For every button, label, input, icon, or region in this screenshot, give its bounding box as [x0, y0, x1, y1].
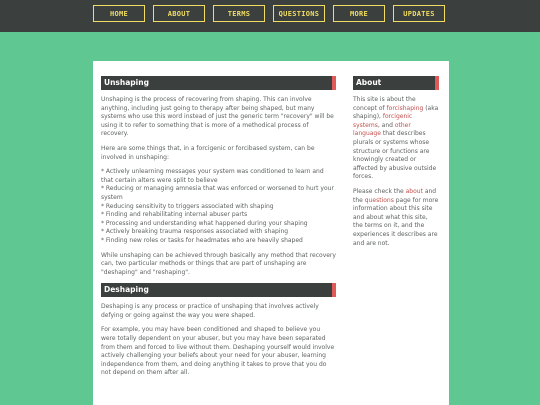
nav-terms-button[interactable]: TERMS [213, 5, 265, 22]
text: and the [353, 187, 437, 204]
text: page for more information about this site and about what this site, the terms on it, and the experiences it describes are and are not. [353, 196, 439, 247]
questions-link[interactable]: questions [364, 196, 394, 204]
top-navigation-bar [0, 0, 540, 32]
unshaping-list [101, 168, 336, 245]
paragraph: Here are some things that, in a forcigenic or forcibased system, can be involved in unshaping: [101, 144, 315, 161]
sidebar-paragraph [353, 96, 439, 182]
paragraph: Unshaping is the process of recovering from shaping. This can involve anything, including just going to therapy after being shaped, but many systems who use this word instead of just the generic term "recovery" will be using it to refer to something that is more of a methodical process of recovery. [101, 96, 334, 138]
list-item: * Reducing or managing amnesia that was enforced or worsened to hurt your system [101, 185, 334, 201]
section-heading-unshaping: Unshaping [101, 76, 336, 90]
forcishaping-link[interactable]: forcishaping [386, 104, 424, 112]
main-article [101, 76, 336, 384]
list-item: * Actively unlearning messages your system was conditioned to learn and that certain alters were split to believe [101, 168, 324, 184]
paragraph: While unshaping can be achieved through basically any method that recovery can, two particular methods or things that are part of unshaping are "deshaping" and "reshaping". [101, 251, 336, 276]
text: (aka shaping), [353, 104, 439, 121]
list-item: * Reducing sensitivity to triggers associated with shaping [101, 202, 274, 210]
nav-more-button[interactable]: MORE [333, 5, 385, 22]
sidebar [353, 76, 439, 254]
about-link[interactable]: about [405, 187, 423, 195]
nav-updates-button[interactable]: UPDATES [393, 5, 445, 22]
section-heading-deshaping: Deshaping [101, 283, 336, 297]
text: Please check the [353, 187, 406, 195]
list-item: * Finding and rehabilitating internal abuser parts [101, 211, 248, 219]
paragraph: Deshaping is any process or practice of unshaping that involves actively defying or going against the way you were shaped. [101, 303, 319, 319]
list-item: * Actively breaking trauma responses associated with shaping [101, 228, 289, 236]
text: , and [377, 121, 395, 129]
sidebar-paragraph [353, 188, 439, 248]
nav-questions-button[interactable]: QUESTIONS [273, 5, 325, 22]
list-item: * Processing and understanding what happened during your shaping [101, 219, 308, 227]
nav-about-button[interactable]: ABOUT [153, 5, 205, 22]
text: This site is about the concept of [353, 96, 416, 112]
nav-home-button[interactable]: HOME [93, 5, 145, 22]
other-language-link[interactable]: other language [353, 121, 411, 138]
nav-menu [93, 5, 453, 22]
text: that describes plurals or systems whose structure or functions are knowingly created or affected by abusive outside forces. [353, 130, 437, 181]
forcigenic-systems-link[interactable]: forcigenic systems [353, 113, 413, 129]
sidebar-heading-about: About [353, 76, 439, 90]
list-item: * Finding new roles or tasks for headmates who are heavily shaped [101, 236, 303, 244]
paragraph: For example, you may have been conditioned and shaped to believe you were totally dependent on your abuser, but you may have been separated from them and forced to live without them. Deshaping yourself would involve actively challenging your beliefs about your need for your abuser, learning independence from them, and doing anything it takes to prove that you do not depend on them after all. [101, 326, 335, 377]
content-panel [93, 61, 449, 405]
